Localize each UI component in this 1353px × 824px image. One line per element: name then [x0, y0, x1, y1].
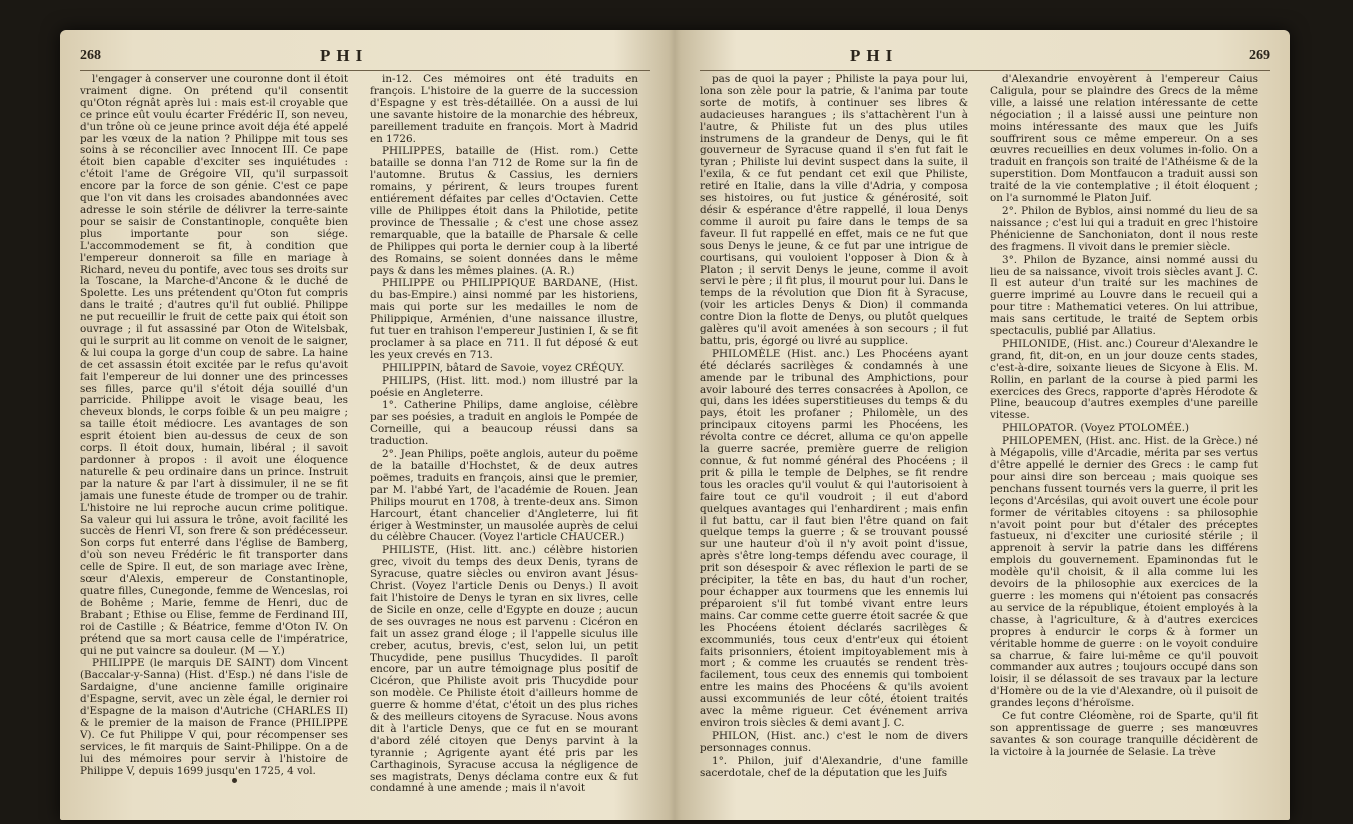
page-number-right: 269 [1249, 48, 1270, 63]
running-head-word-left: PHI [320, 46, 369, 65]
paragraph: l'engager à conserver une couronne dont il étoit vraiment digne. On prétend qu'il consentit qu'Oton régnât après lui : mais est-il croyable que ce prince eût voulu écarter Frédéric II, son neveu, d'un trône où ce jeune prince avoit déja été appelé par les vœux de la nation ? Philippe mit tous ses soins à se réconcilier avec Innocent III. Ce pape étoit bien capable d'exciter ses inquiétudes : c'étoit l'ame de Grégoire VII, qu'il surpassoit encore par la force de son génie. C'est ce pape que l'on vit dans les croisades abandonnées avec adresse le soin stérile de délivrer la terre-sainte pour se saisir de Constantinople, conquête bien plus importante pour son siége. L'accommodement se fit, à condition que l'empereur donneroit sa fille en mariage à Richard, neveu du pontife, avec tous ses droits sur la Toscane, la Marche-d'Ancone & le duché de Spolette. Les uns prétendent qu'Oton fut compris dans le traité ; d'autres qu'il fut oublié. Philippe ne put recueillir le fruit de cette paix qui étoit son ouvrage ; il fut assassiné par Oton de Witelsbak, qui le surprit au lit comme on venoit de le saigner, & lui coupa la gorge d'un coup de sabre. La haine de cet assassin étoit excitée par le refus qu'avoit fait l'empereur de lui donner une des princesses ses filles, parce qu'il s'étoit déja souillé d'un parricide. Philippe avoit le visage beau, les cheveux blonds, le corps foible & un peu maigre ; sa taille étoit médiocre. Les avantages de son esprit étoient bien au-dessus de ceux de son corps. Il étoit doux, humain, libéral ; il savoit pardonner à propos : il avoit une éloquence naturelle & peu ordinaire dans un prince. Instruit par la nature & par l'art à dissimuler, il ne se fit jamais une funeste étude de tromper ou de trahir. L'histoire ne lui reproche aucun crime politique. Sa valeur qui lui assura le trône, avoit facilité les succès de Henri VI, son frere & son prédécesseur. Son corps fut enterré dans l'église de Bamberg, d'où son neveu Frédéric le fit transporter dans celle de Spire. Il eut, de son mariage avec Irène, sœur d'Alexis, empereur de Constantinople, quatre filles, Cunegonde, femme de Wenceslas, roi de Bohême ; Marie, femme de Henri, duc de Brabant ; Ethise ou Elise, femme de Ferdinand III, roi de Castille ; & Béatrice, femme d'Oton IV. On prétend que sa mort causa celle de l'impératrice, qui ne put vaincre sa douleur. (M — Y.) [80, 74, 348, 657]
paragraph: PHILISTE, (Hist. litt. anc.) célèbre historien grec, vivoit du temps des deux Denis, tyrans de Syracuse, quatre siècles ou environ avant Jésus-Christ. (Voyez l'article Denis ou Denys.) Il avoit fait l'histoire de Denys le tyran en six livres, celle de Sicile en onze, celle d'Egypte en douze ; aucun de ses ouvrages ne nous est parvenu : Cicéron en fait un assez grand éloge ; il l'appelle siculus ille creber, acutus, brevis, c'est, selon lui, un petit Thucydide, pene pusillus Thucydides. Il paroît encore, par un autre témoignage plus positif de Cicéron, que Philiste avoit pris Thucydide pour son modèle. Ce Philiste étoit d'ailleurs homme de guerre & homme d'état, c'étoit un des plus riches & des meilleurs citoyens de Syracuse. Nous avons dit à l'article Denys, que ce fut en se mourant d'abord zélé citoyen que Denys parvint à la tyrannie ; Agrigente ayant été pris par les Carthaginois, Syracuse accusa la négligence de ses magistrats, Denys déclama contre eux & fut condamné à une amende ; mais il n'avoit [370, 544, 638, 794]
running-head-right [700, 44, 1270, 68]
paragraph: in-12. Ces mémoires ont été traduits en françois. L'histoire de la guerre de la succession d'Espagne y est très-détaillée. On a aussi de lui une savante histoire de la monarchie des hébreux, pareillement traduite en françois. Mort à Madrid en 1726. [370, 74, 638, 145]
paragraph: PHILIPPIN, bâtard de Savoie, voyez CRÉQUY. [382, 361, 625, 374]
paragraph: PHILOPEMEN, (Hist. anc. Hist. de la Grèce.) né à Mégapolis, ville d'Arcadie, mérita par ses vertus d'être appellé le dernier des Grecs : le camp fut pour ainsi dire son berceau ; mais quoique ses penchans fussent tournés vers la guerre, il prit les leçons d'Arcésilas, qui avoit ouvert une école pour former de véritables citoyens : sa philosophie n'avoit point pour but d'étaler des préceptes fastueux, ni d'exciter une curiosité stérile ; il apprenoit à servir la patrie dans les différens emplois du gouvernement. Epaminondas fut le modèle qu'il choisit, & il alla comme lui les devoirs de la philosophie aux exercices de la guerre : les momens qui n'étoient pas consacrés au service de la république, étoient employés à la chasse, à l'agriculture, & à d'autres exercices propres à endurcir le corps & à former un véritable homme de guerre : on le voyoit conduire sa charrue, & faire lui-même ce qu'il pouvoit commander aux autres ; toujours occupé dans son loisir, il se délassoit de ses travaux par la lecture d'Homère ou de la vie d'Alexandre, où il puisoit de grandes leçons d'héroïsme. [990, 435, 1258, 710]
paragraph: PHILOPATOR. (Voyez PTOLOMÉE.) [1002, 422, 1190, 435]
ink-spot [232, 778, 237, 783]
running-head-left [80, 44, 650, 68]
left-column-2 [370, 74, 638, 794]
right-page [700, 44, 1270, 804]
paragraph: d'Alexandrie envoyèrent à l'empereur Caius Caligula, pour se plaindre des Grecs de la même ville, a laissé une relation intéressante de cette négociation ; il a laissé aussi une peinture non moins intéressante des maux que les Juifs souffrirent sous ce même empereur. On a ses œuvres recueillies en deux volumes in-folio. On a traduit en françois son traité de l'Athéisme & de la superstition. Dom Montfaucon a traduit aussi son traité de la vie contemplative ; il étoit éloquent ; on l'a surnommé le Platon Juif. [990, 74, 1258, 205]
left-page [80, 44, 650, 804]
paragraph: 2°. Philon de Byblos, ainsi nommé du lieu de sa naissance ; c'est lui qui a traduit en grec l'histoire Phénicienne de Sanchoniaton, dont il nous reste des fragmens. Il vivoit dans le premier siècle. [990, 204, 1258, 253]
right-column-2 [990, 74, 1258, 794]
paragraph: 1°. Philon, juif d'Alexandrie, d'une famille sacerdotale, chef de la députation que les Juifs [700, 754, 968, 779]
head-rule-right [700, 70, 1270, 71]
paragraph: Ce fut contre Cléomène, roi de Sparte, qu'il fit son apprentissage de guerre ; ses manœuvres savantes & son courage tranquille décidèrent de la victoire à la journée de Selasie. La trève [990, 710, 1258, 758]
paragraph: PHILIPS, (Hist. litt. mod.) nom illustré par la poésie en Angleterre. [370, 374, 638, 399]
paragraph: PHILONIDE, (Hist. anc.) Coureur d'Alexandre le grand, fit, dit-on, en un jour douze cents stades, c'est-à-dire, soixante lieues de Sicyone à Elis. M. Rollin, en parlant de la course à pied parmi les exercices des Grecs, rapporte d'après Hérodote & Pline, beaucoup d'autres exemples d'une pareille vitesse. [990, 337, 1258, 422]
paragraph: 2°. Jean Philips, poëte anglois, auteur du poëme de la bataille d'Hochstet, & de deux autres poëmes, traduits en françois, ainsi que le premier, par M. l'abbé Yart, de l'académie de Rouen. Jean Philips mourut en 1708, à trente-deux ans. Simon Harcourt, étant chancelier d'Angleterre, lui fit ériger à Westminster, un mausolée auprès de celui du célèbre Chaucer. (Voyez l'article CHAUCER.) [370, 448, 638, 544]
paragraph: PHILIPPE ou PHILIPPIQUE BARDANE, (Hist. du bas-Empire.) ainsi nommé par les historiens, mais qui porte sur les medailles le nom de Philippique, Arménien, d'une naissance illustre, fut tuer en trahison l'empereur Justinien I, & se fit proclamer à sa place en 711. Il fut déposé & eut les yeux crevés en 713. [370, 277, 638, 361]
paragraph: pas de quoi la payer ; Philiste la paya pour lui, lona son zèle pour la patrie, & l'anima par toute sorte de motifs, à continuer ses libres & audacieuses harangues ; ils s'attachèrent l'un à l'autre, & Philiste fut un des plus utiles instrumens de la grandeur de Denys, qui le fit gouverneur de Syracuse quand il s'en fut fait le tyran ; Philiste lui devint suspect dans la suite, il l'exila, & ce fut pendant cet exil que Philiste, retiré en Italie, dans la ville d'Adria, y composa ses histoires, ou fut justice & générosité, soit désir & espérance d'être rappellé, il loua Denys comme il auroit pu faire dans le temps de sa faveur. Il fut rappellé en effet, mais ce ne fut que sous Denys le jeune, & ce fut par une intrigue de courtisans, qui vouloient l'opposer à Dion & à Platon ; il servit Denys le jeune, comme il avoit servi le père ; il fit plus, il mourut pour lui. Dans le temps de la révolution que Dion fit à Syracuse, (voir les articles Denys & Dion) il commanda contre Dion la flotte de Denys, ou plutôt quelques galères qu'il avoit amenées à son secours ; il fut battu, pris, égorgé ou livré au supplice. [700, 74, 968, 347]
book-spread [60, 30, 1290, 820]
paragraph: PHILOMÈLE (Hist. anc.) Les Phocéens ayant été déclarés sacrilèges & condamnés à une amende par le tribunal des Amphictions, pour avoir labouré des terres consacrées à Apollon, ce qui, dans les idées superstitieuses du temps & du pays, étoit les profaner ; Philomèle, un des principaux citoyens parmi les Phocéens, les révolta contre ce décret, alluma ce qu'on appelle la guerre sacrée, première guerre de religion connue, & fut nommé général des Phocéens ; il prit & pilla le temple de Delphes, se fit rendre tous les oracles qu'il voulut & qui l'autorisoient à faire tout ce qu'il voudroit ; il eut d'abord quelques avantages qui l'enhardirent ; mais enfin il fut battu, car il faut bien l'être quand on fait quelque temps la guerre ; & se trouvant poussé sur une hauteur d'où il n'y avoit point d'issue, après s'être long-temps défendu avec courage, il prit son désespoir & avec réflexion le parti de se précipiter, la tête en bas, du haut d'un rocher, pour échapper aux tourmens que les ennemis lui préparoient s'il fut tombé vivant entre leurs mains. Car comme cette guerre étoit sacrée & que les Phocéens étoient déclarés sacrilèges & excommuniés, tous ceux d'entr'eux qui étoient faits prisonniers, étoient impitoyablement mis à mort ; & comme les cruautés se rendent très-facilement, tous ceux des ennemis qui tomboient entre les mains des Phocéens & qu'ils avoient aussi excommuniés de leur côté, étoient traités avec la même rigueur. Cet événement arriva environ trois siècles & demi avant J. C. [700, 347, 968, 729]
left-column-1 [80, 74, 348, 794]
paragraph: PHILIPPE (le marquis DE SAINT) dom Vincent (Baccalar-y-Sanna) (Hist. d'Esp.) né dans l'isle de Sardaigne, d'une ancienne famille originaire d'Espagne, servit, avec un zèle égal, le dernier roi d'Espagne de la maison d'Autriche (CHARLES II) & le premier de la maison de France (PHILIPPE V). Ce fut Philippe V qui, pour récompenser ses services, le fit marquis de Saint-Philippe. On a de lui des mémoires pour servir à l'histoire de Philippe V, depuis 1699 jusqu'en 1725, 4 vol. [80, 657, 348, 777]
paragraph: PHILIPPES, bataille de (Hist. rom.) Cette bataille se donna l'an 712 de Rome sur la fin de l'automne. Brutus & Cassius, les derniers romains, y périrent, & leurs troupes furent entiérement défaites par celles d'Octavien. Cette ville de Philippes étoit dans la Philotide, petite province de Thessalie ; & c'est une chose assez remarquable, que la bataille de Pharsale & celle de Philippes qui porta le dernier coup à la liberté des Romains, se soient données dans le même pays & dans les mêmes plaines. (A. R.) [370, 145, 638, 277]
paragraph: PHILON, (Hist. anc.) c'est le nom de divers personnages connus. [700, 729, 968, 754]
running-head-word-right: PHI [850, 46, 899, 65]
paragraph: 3°. Philon de Byzance, ainsi nommé aussi du lieu de sa naissance, vivoit trois siècles avant J. C. Il est auteur d'un traité sur les machines de guerre imprimé au Louvre dans le recueil qui a pour titre : Mathematici veteres. On lui attribue, mais sans certitude, le traité de Septem orbis spectaculis, publié par Allatius. [990, 253, 1258, 338]
right-column-1 [700, 74, 968, 794]
paragraph: 1°. Catherine Philips, dame angloise, célèbre par ses poésies, a traduit en anglois le Pompée de Corneille, qui a beaucoup réussi dans sa traduction. [370, 399, 638, 448]
head-rule-left [80, 70, 650, 71]
page-number-left: 268 [80, 48, 101, 63]
